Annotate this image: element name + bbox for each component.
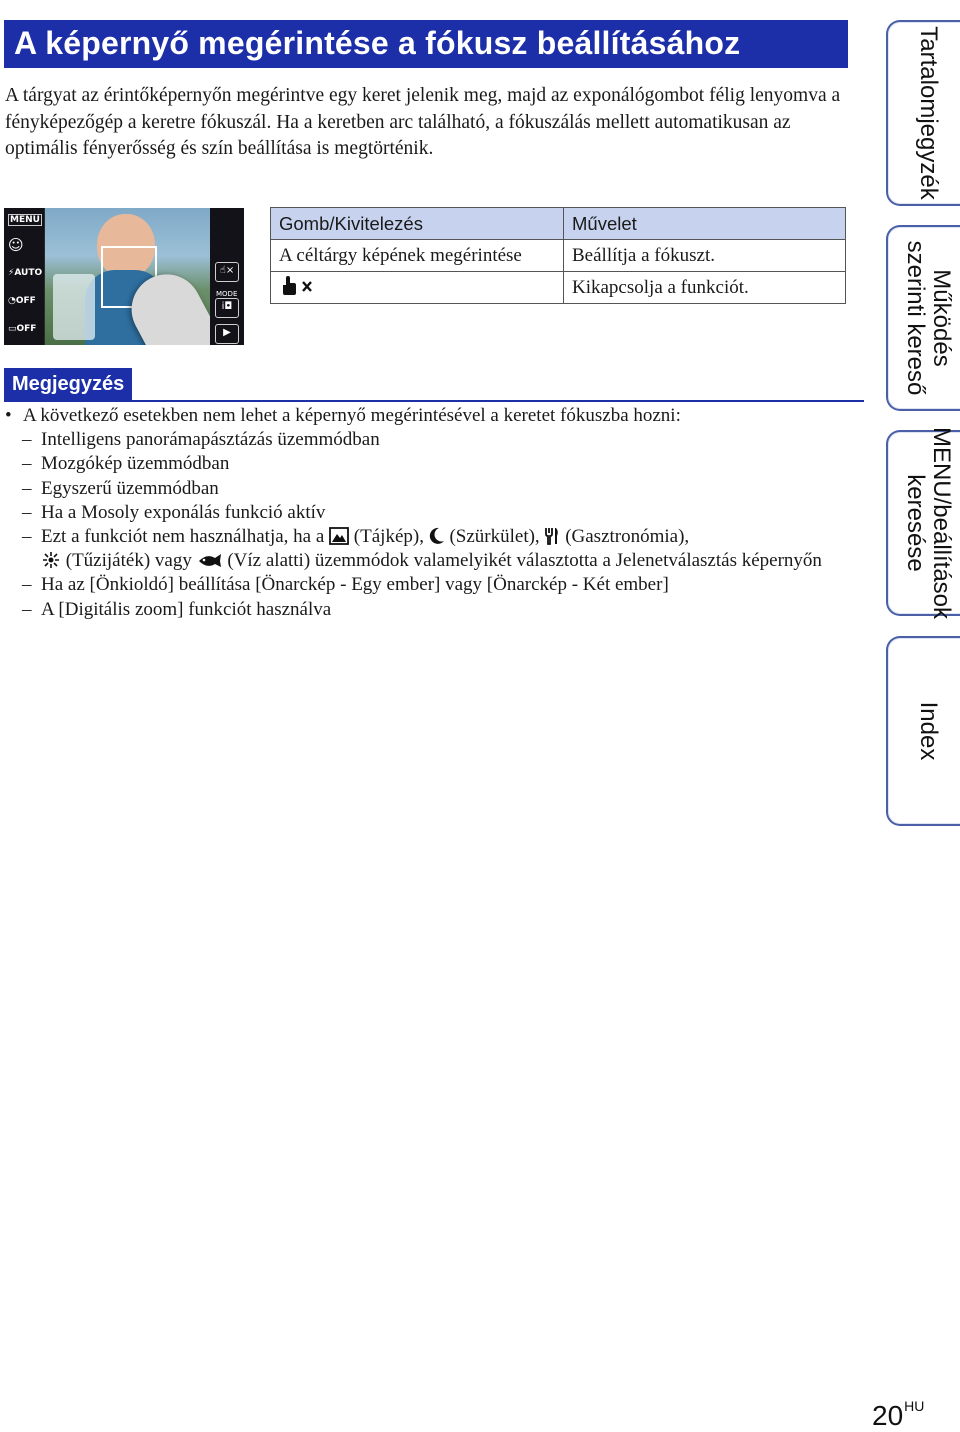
tab-label: Tartalomjegyzék	[915, 26, 942, 200]
underwater-fish-icon	[197, 551, 223, 569]
fireworks-icon	[41, 551, 61, 569]
scene-text: Ezt a funkciót nem használhatja, ha a	[41, 526, 325, 548]
page-number-value: 20	[872, 1400, 904, 1431]
tab-menu-settings-search[interactable]	[886, 426, 960, 620]
list-item-text: A következő esetekben nem lehet a képernyő megérintésével a keretet fókuszba hozni:	[23, 405, 681, 426]
table-header: Gomb/Kivitelezés	[271, 208, 564, 240]
tab-operation-search[interactable]	[886, 225, 960, 411]
tab-table-of-contents[interactable]	[886, 20, 960, 206]
tab-label	[902, 427, 954, 619]
landscape-icon	[329, 527, 349, 545]
self-timer-off-icon: ◔OFF	[8, 296, 36, 306]
scene-text: (Gasztronómia),	[565, 526, 690, 548]
note-list	[5, 404, 855, 622]
table-header-row	[271, 208, 846, 240]
burst-off-icon: ▭OFF	[8, 324, 37, 334]
tab-index[interactable]	[886, 636, 960, 826]
note-divider	[4, 400, 864, 402]
gourmet-icon	[544, 527, 560, 545]
ia-mode-button: i◘	[215, 298, 239, 318]
camera-left-panel	[4, 208, 45, 345]
dash-mark: –	[22, 526, 32, 548]
table-cell: A céltárgy képének megérintése	[271, 240, 564, 272]
list-item-text: Ha a Mosoly exponálás funkció aktív	[41, 501, 326, 523]
glass-cup	[53, 274, 95, 340]
list-item	[5, 477, 855, 501]
scene-text: (Víz alatti) üzemmódok valamelyikét választotta a Jelenetválasztás képernyőn	[227, 550, 822, 572]
dash-mark: –	[22, 501, 32, 523]
operations-table	[270, 207, 846, 304]
page-number	[872, 1398, 924, 1432]
playback-button: ▶	[215, 324, 239, 344]
camera-right-panel	[210, 208, 244, 345]
list-item	[5, 501, 855, 525]
mode-label: MODE	[216, 290, 238, 298]
touch-cancel-button: ☝×	[215, 262, 239, 282]
list-item-text: A [Digitális zoom] funkciót használva	[41, 598, 332, 620]
list-item	[5, 452, 855, 476]
tab-label-line: szerinti kereső	[902, 240, 929, 396]
table-header: Művelet	[564, 208, 846, 240]
camera-screen-illustration	[4, 208, 244, 345]
title-bar	[4, 20, 848, 68]
tab-label-line: keresése	[902, 474, 929, 572]
table-row	[271, 272, 846, 304]
list-item-text: Ha az [Önkioldó] beállítása [Önarckép - Egy ember] vagy [Önarckép - Két ember]	[41, 574, 669, 596]
smile-icon: ☺	[8, 236, 24, 254]
list-item	[5, 428, 855, 452]
scene-text: (Tájkép),	[353, 526, 424, 548]
dash-mark: –	[22, 598, 32, 620]
list-item-text: Egyszerű üzemmódban	[41, 477, 219, 499]
list-item	[5, 573, 855, 597]
dash-mark: –	[22, 453, 32, 475]
page-language: HU	[904, 1398, 925, 1414]
dash-mark: –	[22, 574, 32, 596]
scene-text: (Szürkület),	[449, 526, 540, 548]
flash-auto-icon: ⚡AUTO	[8, 268, 43, 278]
note-heading: Megjegyzés	[4, 368, 132, 400]
table-cell: Beállítja a fókuszt.	[564, 240, 846, 272]
list-item-scenes	[5, 525, 855, 573]
menu-icon: MENU	[10, 215, 40, 225]
tab-label	[902, 241, 954, 396]
list-item-text: Mozgókép üzemmódban	[41, 453, 230, 475]
dash-mark: –	[22, 429, 32, 451]
table-cell: Kikapcsolja a funkciót.	[564, 272, 846, 304]
twilight-moon-icon	[429, 527, 445, 545]
table-row	[271, 240, 846, 272]
table-cell	[271, 272, 564, 304]
list-item-text: Intelligens panorámapásztázás üzemmódban	[41, 429, 380, 451]
list-item	[5, 404, 855, 428]
tab-label-line: Működés	[928, 269, 955, 367]
bullet-mark: •	[5, 405, 12, 426]
camera-preview-photo	[45, 208, 210, 345]
intro-paragraph: A tárgyat az érintőképernyőn megérintve egy keret jelenik meg, majd az exponálógombot félig lenyomva a fényképezőgép a keretre fókuszál. Ha a keretben arc található, a fókuszálás mellett automatikusan az optimális fényerősség és szín beállítása is megtörténik.	[5, 85, 841, 159]
tab-label: Index	[915, 701, 942, 761]
touch-cancel-icon	[279, 276, 317, 296]
page-title: A képernyő megérintése a fókusz beállításához	[14, 25, 741, 61]
dash-mark: –	[22, 477, 32, 499]
scene-text: (Tűzijáték) vagy	[65, 550, 192, 572]
list-item	[5, 598, 855, 622]
tab-label-line: MENU/beállítások	[928, 426, 955, 620]
